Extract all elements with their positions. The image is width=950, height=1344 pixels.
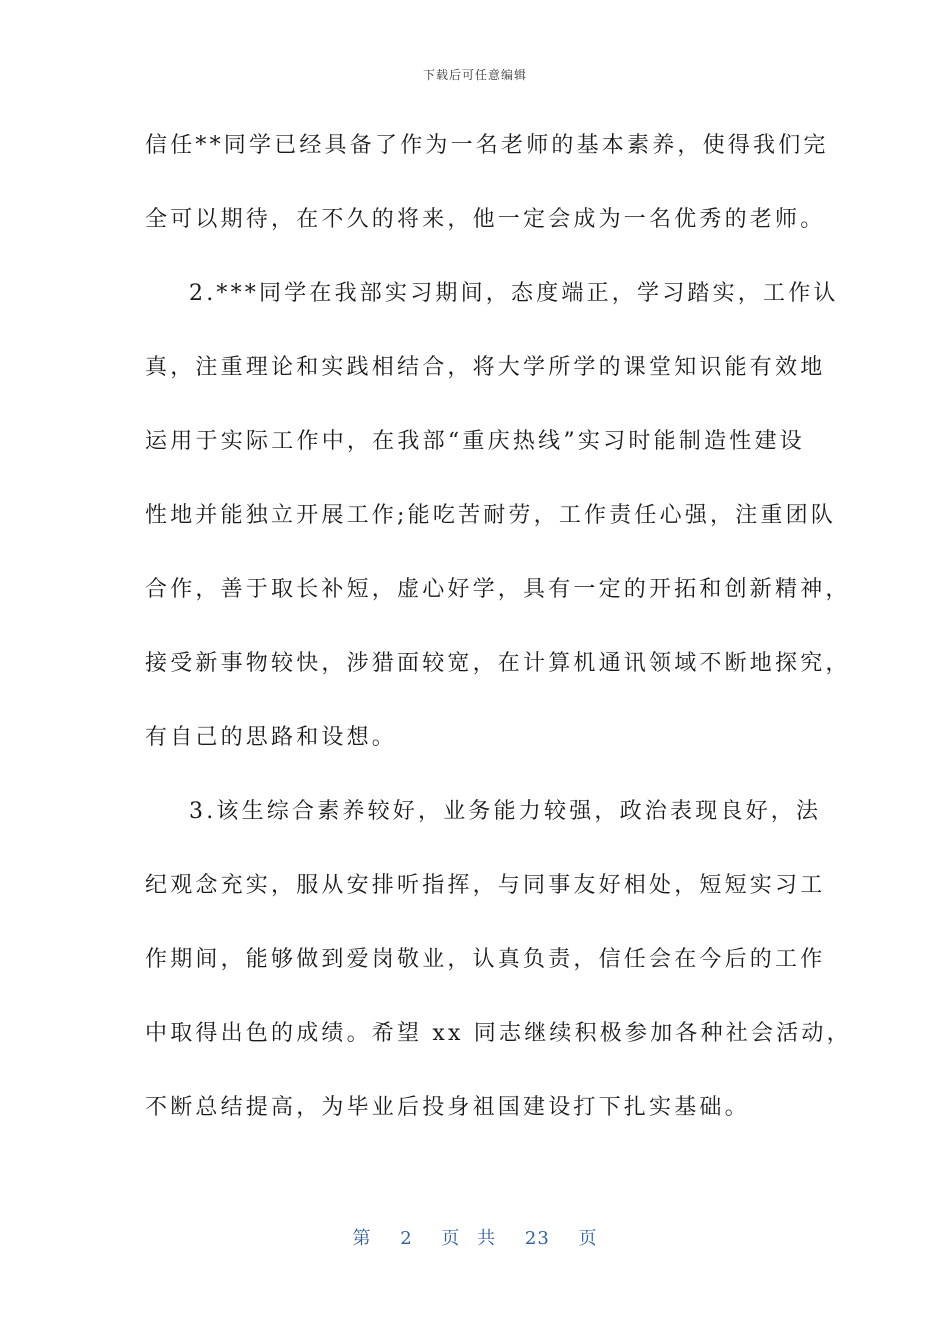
text-line: 有自己的思路和设想。 (145, 725, 398, 750)
page-header: 下载后可任意编辑 (422, 68, 527, 82)
text-line: 真，注重理论和实践相结合，将大学所学的课堂知识能有效地 (145, 355, 826, 380)
text-line: 全可以期待，在不久的将来，他一定会成为一名优秀的老师。 (145, 207, 826, 232)
text-line: 接受新事物较快，涉猎面较宽，在计算机通讯领域不断地探究， (145, 651, 851, 676)
text-line: 性地并能独立开展工作;能吃苦耐劳，工作责任心强，注重团队 (145, 503, 837, 528)
page-footer (0, 1224, 950, 1250)
text-line: 纪观念充实，服从安排听指挥，与同事友好相处，短短实习工 (145, 873, 826, 898)
text-line: 合作，善于取长补短，虚心好学，具有一定的开拓和创新精神， (145, 577, 851, 602)
text-line: 不断总结提高，为毕业后投身祖国建设打下扎实基础。 (145, 1095, 750, 1120)
text-line: 2.***同学在我部实习期间，态度端正，学习踏实，工作认 (189, 281, 839, 306)
footer-prefix: 第 (352, 1228, 372, 1249)
footer-page-number: 2 (400, 1228, 413, 1249)
text-line: 中取得出色的成绩。希望 xx 同志继续积极参加各种社会活动， (145, 1021, 852, 1046)
footer-middle: 页 共 (441, 1228, 497, 1249)
footer-suffix: 页 (578, 1228, 598, 1249)
text-line: 3.该生综合素养较好，业务能力较强，政治表现良好，法 (189, 799, 822, 824)
text-line: 信任**同学已经具备了作为一名老师的基本素养，使得我们完 (145, 133, 829, 158)
text-line: 运用于实际工作中，在我部“重庆热线”实习时能制造性建设 (145, 429, 805, 454)
document-body (145, 122, 852, 1158)
text-line: 作期间，能够做到爱岗敬业，认真负责，信任会在今后的工作 (145, 947, 826, 972)
footer-total-pages: 23 (524, 1228, 550, 1249)
